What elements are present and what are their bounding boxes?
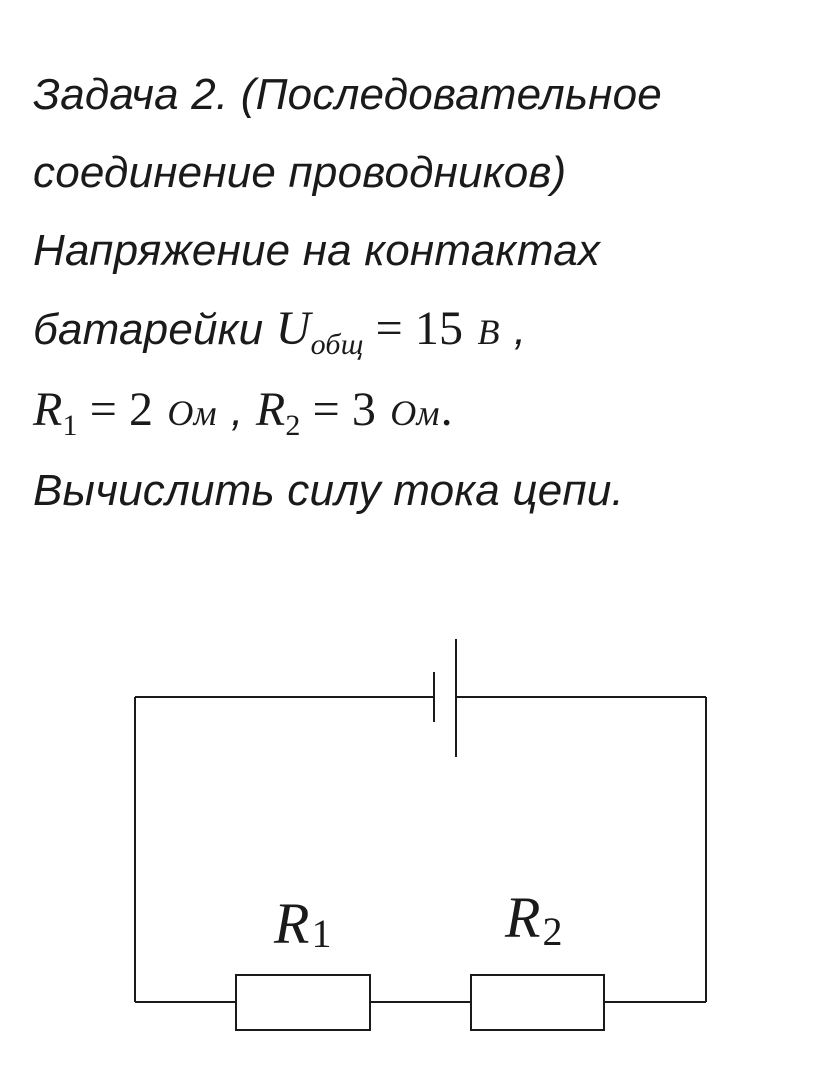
voltage-label: батарейки — [33, 305, 276, 354]
r1-symbol: R — [33, 383, 63, 436]
voltage-formula — [275, 302, 514, 361]
question-line: Вычислить силу тока цепи. — [33, 466, 624, 515]
r1-value: 2 — [129, 383, 154, 436]
resistor-r2-index: 2 — [542, 909, 563, 954]
r1-unit: Ом — [167, 393, 217, 433]
resistor-r2-symbol: R — [505, 885, 541, 950]
voltage-subscript: общ — [310, 328, 364, 361]
equals-sign: = — [312, 383, 340, 436]
resistor-r1-index: 1 — [311, 911, 332, 956]
voltage-tail: , — [513, 305, 527, 354]
equals-sign: = — [375, 302, 403, 355]
circuit-diagram — [0, 620, 819, 1070]
resistor-r2 — [471, 975, 604, 1030]
r2-index: 2 — [285, 409, 301, 442]
voltage-value: 15 — [414, 302, 464, 355]
r2-value: 3 — [351, 383, 377, 436]
r2-formula — [255, 383, 454, 442]
problem-title: Задача 2. (Последовательное — [33, 70, 662, 119]
resistor-r2-label — [504, 885, 562, 954]
period: . — [439, 385, 454, 436]
r1-index: 1 — [62, 409, 78, 442]
r2-unit: Ом — [390, 393, 440, 433]
equals-sign: = — [89, 383, 118, 436]
comma: , — [230, 386, 244, 435]
resistance-line — [33, 371, 803, 452]
resistor-r1-symbol: R — [274, 891, 310, 956]
problem-subtitle: соединение проводников) — [33, 148, 567, 197]
problem-text-line: Напряжение на контактах — [33, 226, 601, 275]
resistor-r1-label — [273, 891, 331, 956]
voltage-symbol: U — [275, 302, 311, 355]
voltage-line — [33, 290, 803, 371]
resistor-r1 — [236, 975, 370, 1030]
voltage-unit: В — [477, 312, 500, 352]
problem-statement — [33, 56, 803, 530]
r1-formula — [33, 383, 231, 442]
r2-symbol: R — [255, 383, 286, 436]
